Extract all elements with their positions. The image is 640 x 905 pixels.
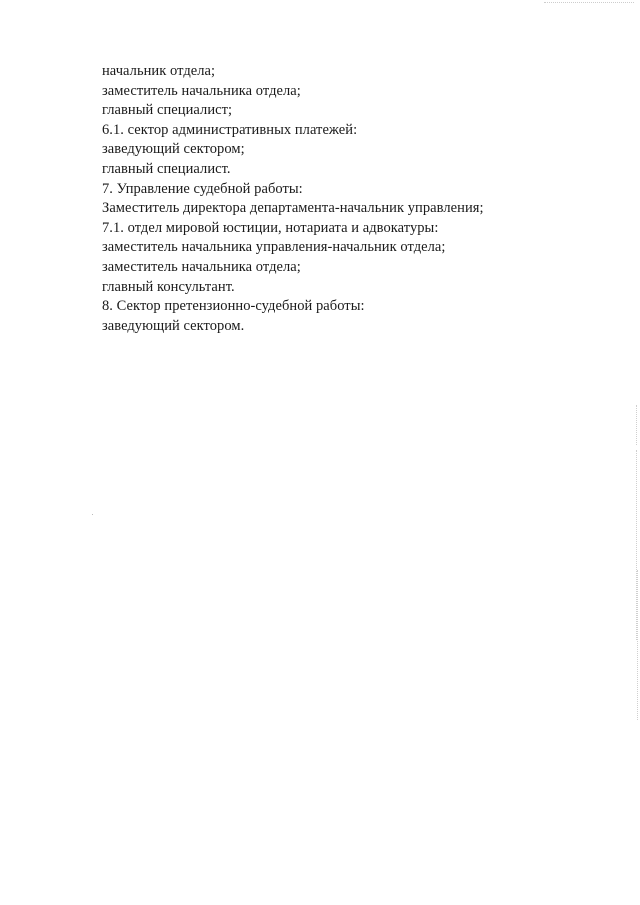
line-section-6-1-heading: 6.1. сектор административных платежей:	[102, 121, 358, 138]
line-sector-head: заведующий сектором;	[102, 141, 245, 158]
scan-artifact-edge	[637, 570, 639, 720]
document-text	[102, 62, 622, 336]
line-chief-specialist-2: главный специалист.	[102, 160, 231, 177]
line-section-8-heading: 8. Сектор претензионно-судебной работы:	[102, 298, 365, 315]
scan-artifact-dot	[92, 514, 93, 515]
line-section-7-1-heading: 7.1. отдел мировой юстиции, нотариата и адвокатуры:	[102, 219, 439, 236]
line-department-head: начальник отдела;	[102, 63, 216, 79]
line-chief-consultant: главный консультант.	[102, 278, 235, 295]
line-deputy-director: Заместитель директора департамента-начальник управления;	[102, 200, 484, 217]
line-chief-specialist: главный специалист;	[102, 102, 233, 119]
line-section-7-heading: 7. Управление судебной работы:	[102, 180, 303, 197]
line-deputy-head-of-directorate: заместитель начальника управления-начальник отдела;	[102, 239, 446, 256]
scan-artifact-top	[544, 2, 634, 6]
scan-artifact-edge	[636, 405, 638, 445]
line-deputy-department-head: заместитель начальника отдела;	[102, 82, 301, 99]
line-deputy-department-head-2: заместитель начальника отдела;	[102, 258, 301, 275]
line-sector-head-2: заведующий сектором.	[102, 317, 245, 334]
